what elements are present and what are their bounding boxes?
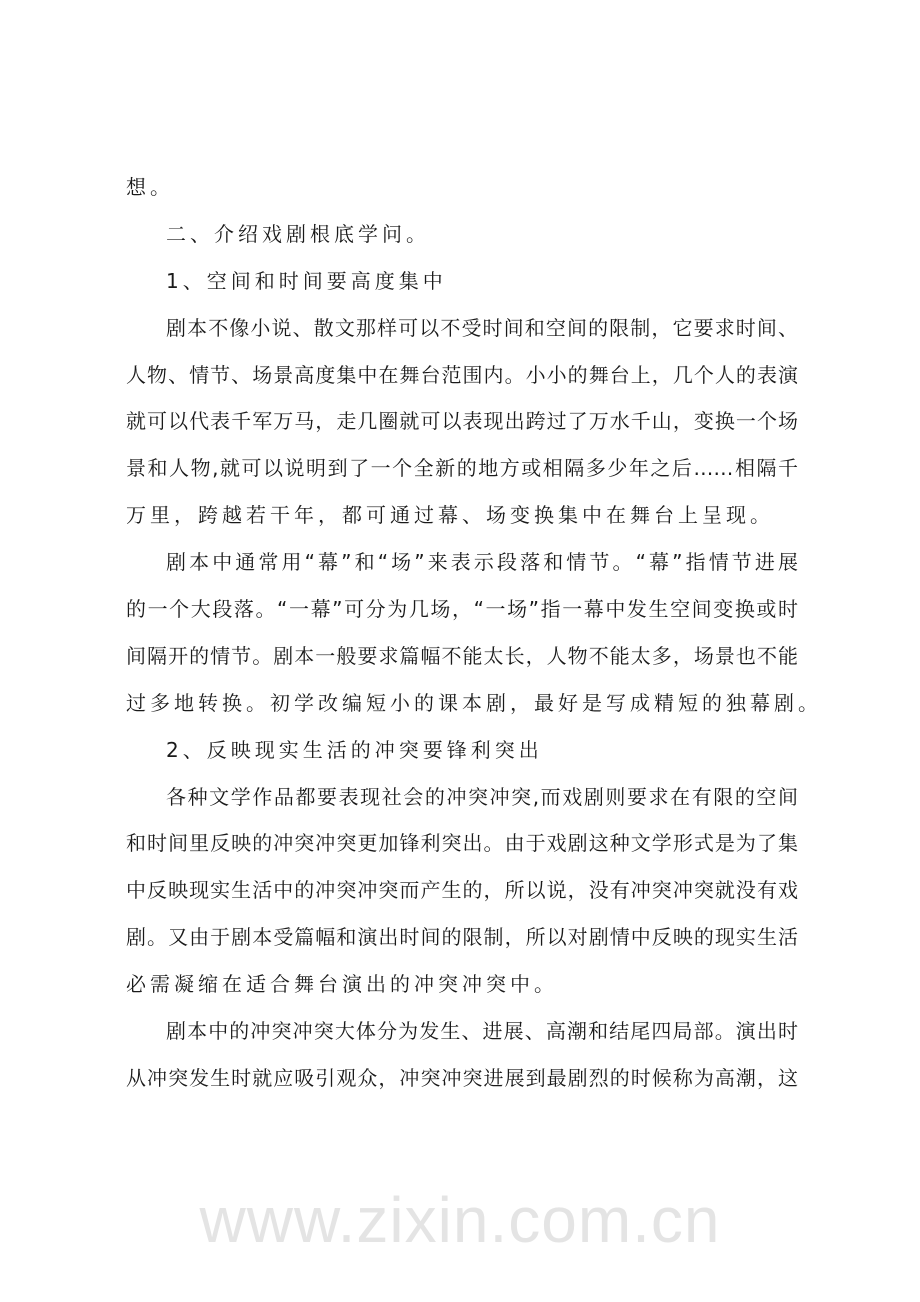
paragraph-line: 各种文学作品都要表现社会的冲突冲突,而戏剧则要求在有限的空间 [166,784,798,809]
section-heading: 二、介绍戏剧根底学问。 [166,221,430,246]
subsection-heading: 2、反映现实生活的冲突要锋利突出 [166,737,543,762]
paragraph-line: 的一个大段落。“一幕”可分为几场，“一场”指一幕中发生空间变换或时 [126,597,798,622]
paragraph-line: 过多地转换。初学改编短小的课本剧，最好是写成精短的独幕剧。 [126,690,822,715]
paragraph-line: 从冲突发生时就应吸引观众，冲突冲突进展到最剧烈的时候称为高潮，这 [126,1065,798,1090]
paragraph-line: 和时间里反映的冲突冲突更加锋利突出。由于戏剧这种文学形式是为了集 [126,831,798,856]
paragraph-line: 必需凝缩在适合舞台演出的冲突冲突中。 [126,972,558,997]
paragraph-line: 剧本中的冲突冲突大体分为发生、进展、高潮和结尾四局部。演出时 [166,1019,798,1044]
paragraph-line: 万里，跨越若干年，都可通过幕、场变换集中在舞台上呈现。 [126,503,774,528]
paragraph-line: 剧本不像小说、散文那样可以不受时间和空间的限制，它要求时间、 [166,315,798,340]
paragraph-line: 人物、情节、场景高度集中在舞台范围内。小小的舞台上，几个人的表演 [126,362,798,387]
paragraph-line: 中反映现实生活中的冲突冲突而产生的，所以说，没有冲突冲突就没有戏 [126,878,798,903]
paragraph-line: 剧。又由于剧本受篇幅和演出时间的限制，所以对剧情中反映的现实生活 [126,925,798,950]
subsection-heading: 1、空间和时间要高度集中 [166,268,447,293]
paragraph-line: 剧本中通常用“幕”和“场”来表示段落和情节。“幕”指情节进展 [166,550,798,575]
paragraph-line: 就可以代表千军万马，走几圈就可以表现出跨过了万水千山，变换一个场 [126,409,798,434]
paragraph-line: 景和人物,就可以说明到了一个全新的地方或相隔多少年之后……相隔千 [126,456,798,481]
watermark: www.zixin.com.cn [199,1184,721,1256]
body-text [126,164,822,1102]
paragraph-line: 间隔开的情节。剧本一般要求篇幅不能太长，人物不能太多，场景也不能 [126,643,798,668]
paragraph-line: 想。 [126,175,174,199]
